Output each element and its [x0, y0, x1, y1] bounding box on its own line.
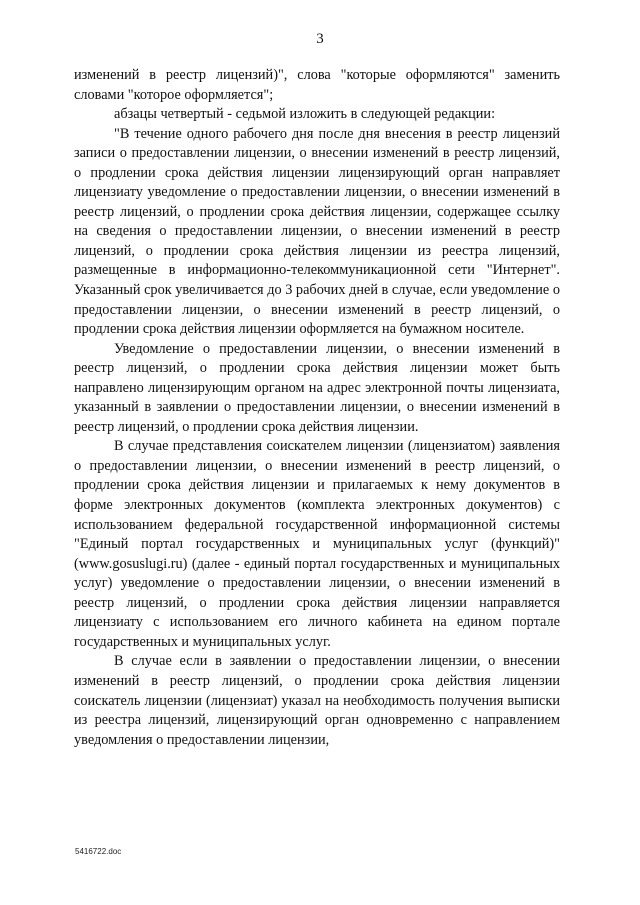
document-body — [74, 66, 560, 750]
paragraph-email-notification: Уведомление о предоставлении лицензии, о внесении изменений в реестр лицензий, о продлении срока действия лицензии может быть направлено лицензирующим органом на адрес электронной почты лицензиата, указанный в заявлении о предоставлении лицензии, о внесении изменений в реестр лицензий, о продлении срока действия лицензии. — [74, 340, 560, 435]
paragraph-continuation: изменений в реестр лицензий)", слова "которые оформляются" заменить словами "которое оформляется"; — [74, 67, 560, 103]
document-file-code: 5416722.doc — [75, 847, 122, 856]
page-number: 3 — [316, 31, 324, 47]
paragraph-electronic-submission: В случае представления соискателем лицензии (лицензиатом) заявления о предоставлении лицензии, о внесении изменений в реестр лицензий, о продлении срока действия лицензии и прилагаемых к нему документов в форме электронных документов (комплекта электронных документов) с использованием федеральной государственной информационной системы "Единый портал государственных и муниципальных услуг (функций)" (www.gosuslugi.ru) (далее - единый портал государственных и муниципальных услуг) уведомление о предоставлении лицензии, о внесении изменений в реестр лицензий, о продлении срока действия лицензии направляется лицензиату с использованием его личного кабинета на едином портале государственных и муниципальных услуг. — [74, 438, 560, 650]
paragraph-amendment-intro: абзацы четвертый - седьмой изложить в следующей редакции: — [114, 106, 496, 123]
paragraph-notification-deadline: "В течение одного рабочего дня после дня внесения в реестр лицензий записи о предоставлении лицензии, о внесении изменений в реестр лицензий, о продлении срока действия лицензии лицензирующий орган направляет лицензиату уведомление о предоставлении лицензии, о внесении изменений в реестр лицензий, о продлении срока действия лицензии, содержащее ссылку на сведения о предоставлении лицензии, о внесении изменений в реестр лицензий, о продлении срока действия лицензии из реестра лицензий, размещенные в информационно-телекоммуникационной сети "Интернет". Указанный срок увеличивается до 3 рабочих дней в случае, если уведомление о предоставлении лицензии, о внесении изменений в реестр лицензий, о продлении срока действия лицензии оформляется на бумажном носителе. — [74, 125, 560, 338]
paragraph-registry-extract: В случае если в заявлении о предоставлении лицензии, о внесении изменений в реестр лицензий, о продлении срока действия лицензии соискатель лицензии (лицензиат) указал на необходимость получения выписки из реестра лицензий, лицензирующий орган одновременно с направлением уведомления о предоставлении лицензии, — [74, 653, 560, 748]
